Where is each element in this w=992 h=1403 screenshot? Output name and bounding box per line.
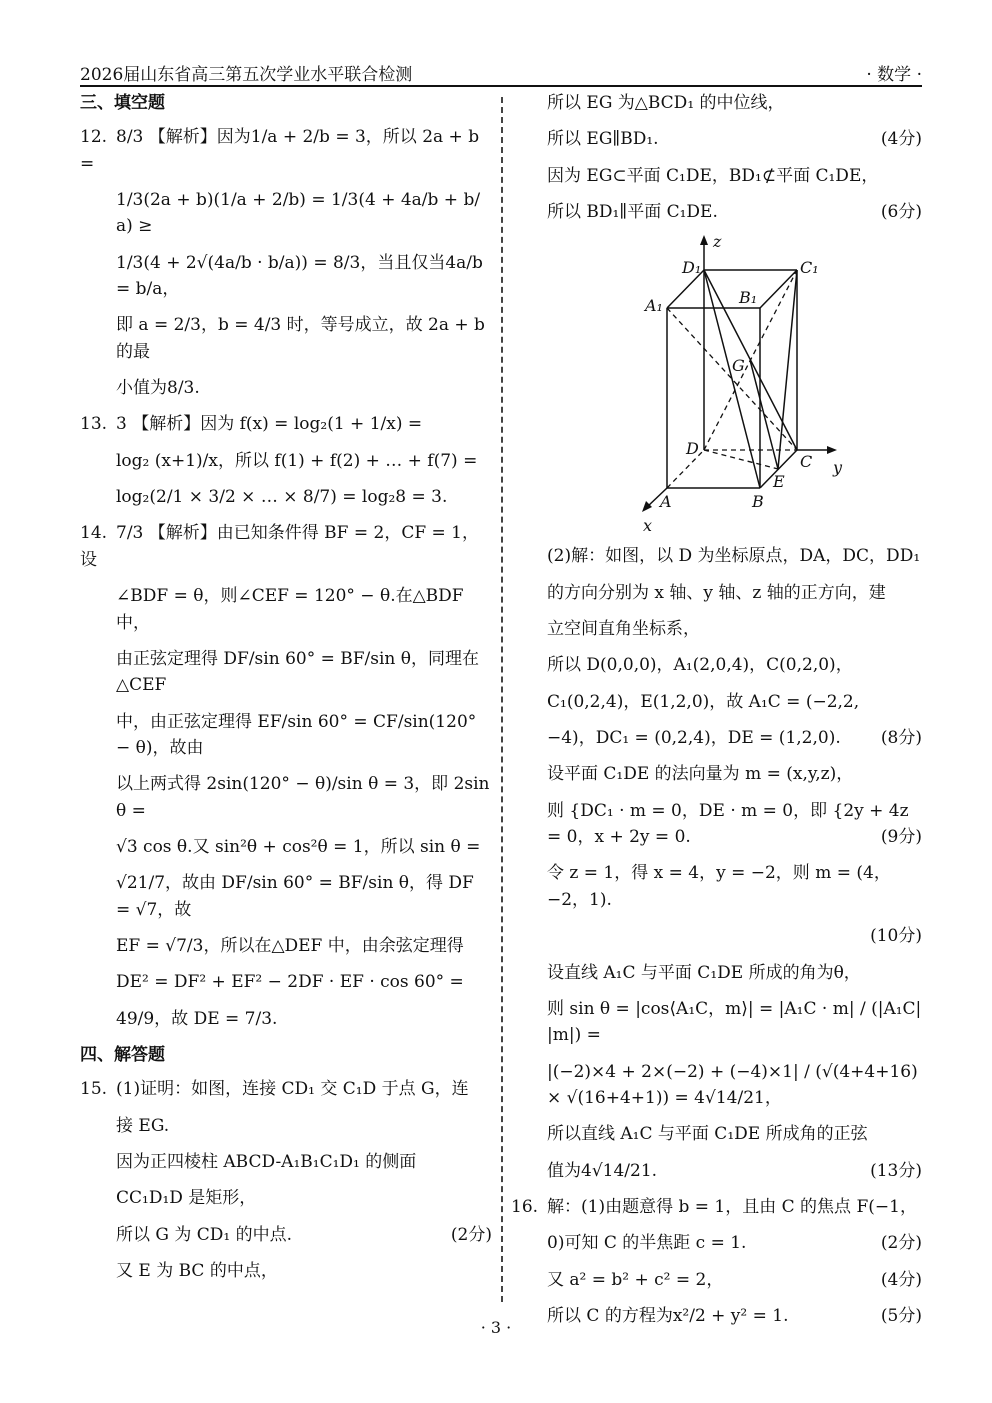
- score-mark: (2分): [450, 1224, 492, 1245]
- r-line4: 所以 BD₁∥平面 C₁DE.: [547, 202, 718, 223]
- q15-line4: CC₁D₁D 是矩形，: [116, 1188, 257, 1209]
- right-column: [511, 90, 922, 1339]
- question-number: 15.: [80, 1079, 108, 1100]
- q13-line3: log₂(2/1 × 3/2 × … × 8/7) = log₂8 = 3.: [116, 487, 448, 508]
- q14-line10: 49/9，故 DE = 7/3.: [116, 1008, 278, 1029]
- r-line10: −4)，DC₁ = (0,2,4)，DE = (1,2,0).: [547, 728, 841, 749]
- r-line19: 解：(1)由题意得 b = 1，且由 C 的焦点 F(−1，: [547, 1196, 917, 1217]
- r-line15: 则 sin θ = |cos⟨A₁C，m⟩| = |A₁C · m| / (|A₁C||m|) =: [547, 998, 922, 1046]
- label-E: E: [773, 472, 785, 492]
- q14-line7: √21/7，故由 DF/sin 60° = BF/sin θ，得 DF = √7，故: [116, 873, 474, 920]
- r-line14: 设直线 A₁C 与平面 C₁DE 所成的角为θ，: [547, 962, 861, 983]
- r-line12: 则 {DC₁ · m = 0，DE · m = 0，即 {2y + 4z = 0，x + 2y = 0.: [547, 800, 909, 848]
- label-D: D: [686, 439, 699, 459]
- r-line11: 设平面 C₁DE 的法向量为 m = (x,y,z)，: [547, 764, 854, 785]
- line-DE-hidden: [704, 450, 778, 469]
- q15-line6: 又 E 为 BC 的中点，: [116, 1261, 278, 1282]
- subject-label: · 数学 ·: [866, 65, 922, 85]
- r-line8: 所以 D(0,0,0)，A₁(2,0,4)，C(0,2,0)，: [547, 655, 853, 676]
- q12-line4: 即 a = 2/3，b = 4/3 时，等号成立，故 2a + b 的最: [116, 315, 485, 362]
- score-mark: (13分): [870, 1160, 922, 1181]
- q14-line9: DE² = DF² + EF² − 2DF · EF · cos 60° =: [116, 972, 464, 993]
- line-C1E: [778, 270, 797, 469]
- q14-line2: ∠BDF = θ，则∠CEF = 120° − θ.在△BDF 中，: [116, 586, 464, 633]
- header-rule: [80, 85, 922, 87]
- score-mark: (2分): [880, 1233, 922, 1254]
- r-line5: (2)解：如图，以 D 为坐标原点，DA，DC，DD₁: [547, 546, 921, 567]
- score-mark: (5分): [880, 1305, 922, 1326]
- label-x: x: [643, 516, 653, 536]
- question-14: [80, 520, 492, 1032]
- q13-line1: 3 【解析】因为 f(x) = log₂(1 + 1/x) =: [116, 414, 423, 435]
- score-mark: (8分): [880, 728, 922, 749]
- q15-line1: (1)证明：如图，连接 CD₁ 交 C₁D 于点 G，连: [116, 1079, 469, 1100]
- question-number: 14.: [80, 523, 108, 544]
- score-mark: (4分): [880, 1269, 922, 1290]
- q14-line6: √3 cos θ.又 sin²θ + cos²θ = 1，所以 sin θ =: [116, 836, 481, 857]
- r-line13: 令 z = 1，得 x = 4，y = −2，则 m = (4，−2，1).: [547, 863, 891, 910]
- score-mark: (9分): [880, 827, 922, 848]
- score-mark: (10分): [870, 926, 922, 947]
- r-line21: 又 a² = b² + c² = 2，: [547, 1269, 724, 1290]
- score-mark: (4分): [880, 129, 922, 150]
- question-15: [80, 1076, 492, 1284]
- score-mark: (6分): [880, 202, 922, 223]
- label-B1: B₁: [739, 288, 758, 308]
- q15-line2: 接 EG.: [116, 1115, 170, 1136]
- q12-line1: 8/3 【解析】因为1/a + 2/b = 3，所以 2a + b =: [80, 127, 480, 174]
- left-column: [80, 90, 492, 1294]
- prism-diagram: [547, 235, 922, 535]
- r-line9: C₁(0,2,4)，E(1,2,0)，故 A₁C = (−2,2,: [547, 691, 860, 712]
- question-number: 16.: [511, 1196, 539, 1217]
- q14-line3: 由正弦定理得 DF/sin 60° = BF/sin θ，同理在△CEF: [116, 648, 480, 696]
- z-arrow-icon: [700, 235, 708, 245]
- label-C: C: [800, 452, 813, 472]
- label-C1: C₁: [800, 258, 819, 278]
- label-B: B: [752, 492, 764, 512]
- q12-line2: 1/3(2a + b)(1/a + 2/b) = 1/3(4 + 4a/b + b/a) ≥: [116, 190, 481, 237]
- q15-line3: 因为正四棱柱 ABCD-A₁B₁C₁D₁ 的侧面: [116, 1152, 417, 1172]
- q14-line8: EF = √7/3，所以在△DEF 中，由余弦定理得: [116, 935, 464, 956]
- r-line18: 值为4√14/21.: [547, 1160, 658, 1181]
- exam-title: 2026届山东省高三第五次学业水平联合检测: [80, 65, 413, 85]
- r-line22: 所以 C 的方程为x²/2 + y² = 1.: [547, 1305, 789, 1326]
- q12-line3: 1/3(4 + 2√(4a/b · b/a)) = 8/3，当且仅当4a/b = b/a，: [116, 252, 483, 300]
- question-13: [80, 411, 492, 510]
- edge-B1C1: [760, 270, 797, 308]
- y-arrow-icon: [827, 446, 837, 454]
- question-12: [80, 124, 492, 401]
- q15-line5: 所以 G 为 CD₁ 的中点.: [116, 1224, 293, 1245]
- q14-line1: 7/3 【解析】由已知条件得 BF = 2，CF = 1，设: [80, 523, 479, 570]
- r-line1: 所以 EG 为△BCD₁ 的中位线，: [547, 93, 785, 113]
- page-header: [80, 60, 922, 84]
- r-line20: 0)可知 C 的半焦距 c = 1.: [547, 1233, 747, 1254]
- prism-figure: [547, 235, 922, 535]
- r-line2: 所以 EG∥BD₁.: [547, 129, 659, 150]
- r-line7: 立空间直角坐标系，: [547, 619, 700, 640]
- r-line16: |(−2)×4 + 2×(−2) + (−4)×1| / (√(4+4+16) × √(16+4+1)) = 4√14/21，: [547, 1061, 918, 1108]
- q14-line5: 以上两式得 2sin(120° − θ)/sin θ = 3，即 2sin θ =: [116, 774, 490, 821]
- section-title-answers: 四、解答题: [80, 1044, 165, 1065]
- q14-line4: 中，由正弦定理得 EF/sin 60° = CF/sin(120° − θ)，故由: [116, 711, 477, 758]
- q12-line5: 小值为8/3.: [116, 378, 200, 399]
- label-A1: A₁: [645, 296, 663, 316]
- label-y: y: [833, 458, 843, 478]
- page-number: · 3 ·: [480, 1318, 512, 1337]
- section-title-fill-in: 三、填空题: [80, 93, 165, 113]
- label-z: z: [713, 235, 722, 252]
- label-D1: D₁: [682, 258, 702, 278]
- r-line17: 所以直线 A₁C 与平面 C₁DE 所成角的正弦: [547, 1124, 868, 1145]
- label-A: A: [660, 492, 672, 512]
- question-number: 12.: [80, 127, 108, 148]
- column-divider: [501, 97, 503, 1302]
- question-number: 13.: [80, 414, 108, 435]
- r-line3: 因为 EG⊂平面 C₁DE，BD₁⊄平面 C₁DE，: [547, 165, 879, 186]
- label-G: G: [732, 356, 745, 376]
- r-line6: 的方向分别为 x 轴、y 轴、z 轴的正方向，建: [547, 582, 886, 603]
- q13-line2: log₂ (x+1)/x，所以 f(1) + f(2) + … + f(7) =: [116, 450, 478, 471]
